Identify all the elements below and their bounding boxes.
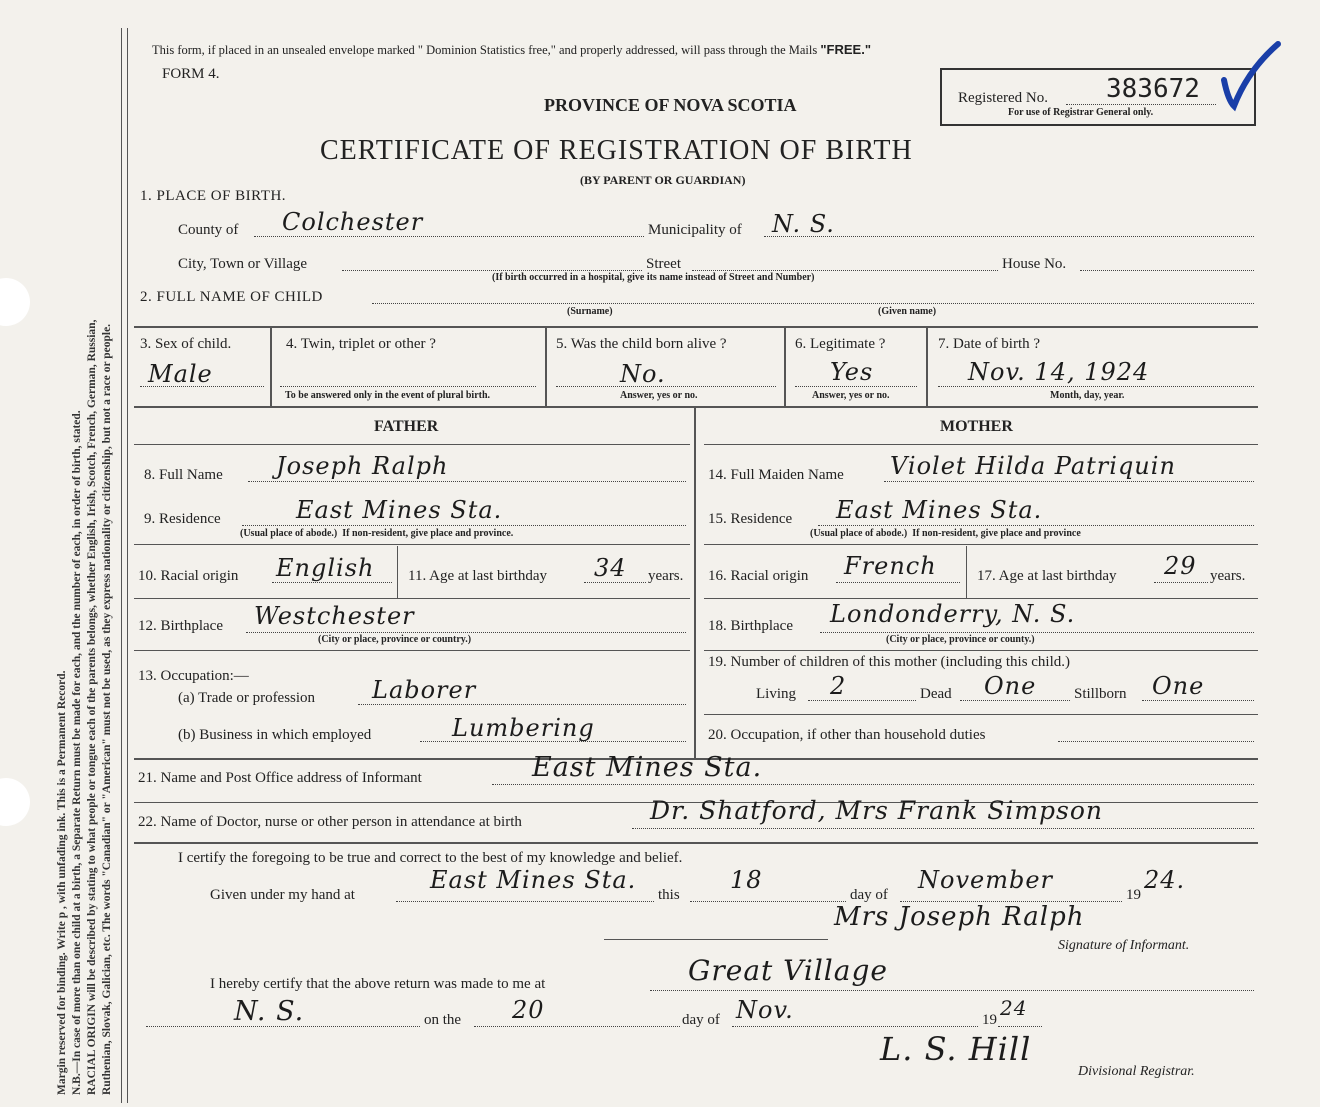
registered-label: Registered No. [958, 90, 1048, 106]
center-divider [694, 408, 696, 758]
legitimate-value: Yes [830, 358, 874, 386]
given-name-note: (Given name) [878, 306, 937, 317]
father-race-label: 10. Racial origin [138, 568, 239, 584]
mother-age-value: 29 [1164, 552, 1197, 580]
given-place-line [396, 901, 654, 902]
registrar-signature: L. S. Hill [880, 1030, 1032, 1068]
father-birthplace-note: (City or place, province or country.) [318, 634, 472, 645]
registrar-year-line [998, 1026, 1042, 1027]
father-age-value: 34 [594, 554, 627, 582]
legitimate-label: 6. Legitimate ? [795, 336, 886, 352]
rule [704, 714, 1258, 715]
dead-line [960, 700, 1070, 701]
day-of-label: day of [850, 887, 888, 903]
mother-residence-label: 15. Residence [708, 511, 793, 527]
on-the-label: on the [424, 1012, 462, 1028]
registrar-day-line [474, 1026, 680, 1027]
father-name-label: 8. Full Name [144, 467, 223, 483]
margin-notes [55, 35, 145, 1095]
father-birthplace-label: 12. Birthplace [138, 618, 223, 634]
registered-number: 383672 [1106, 74, 1200, 104]
mother-residence-line [818, 525, 1254, 526]
dob-note: Month, day, year. [1050, 390, 1125, 401]
registrar-place-value: Great Village [688, 954, 888, 987]
mother-occupation-label: 20. Occupation, if other than household duties [708, 727, 986, 743]
certify-statement: I certify the foregoing to be true and correct to the best of my knowledge and belief. [178, 850, 683, 866]
rule [134, 650, 690, 651]
binding-hole-top [0, 278, 30, 326]
city-line [342, 270, 642, 271]
county-value: Colchester [282, 208, 424, 236]
registrar-month-value: Nov. [736, 996, 794, 1024]
registrar-signature-label: Divisional Registrar. [1078, 1064, 1195, 1079]
mother-age-line [1154, 582, 1208, 583]
father-name-line [248, 481, 686, 482]
rule [704, 544, 1258, 545]
registrar-province-value: N. S. [234, 996, 305, 1027]
hospital-note: (If birth occurred in a hospital, give its name instead of Street and Number) [492, 272, 815, 283]
living-value: 2 [830, 672, 847, 700]
informant-signature-label: Signature of Informant. [1058, 938, 1190, 953]
street-line [692, 270, 998, 271]
registrar-day-value: 20 [512, 996, 545, 1024]
dead-value: One [984, 672, 1037, 700]
living-label: Living [756, 686, 796, 702]
province-title: PROVINCE OF NOVA SCOTIA [544, 95, 797, 115]
father-age-label: 11. Age at last birthday [408, 568, 547, 584]
mother-children-label: 19. Number of children of this mother (including this child.) [708, 654, 1071, 670]
municipality-line [764, 236, 1254, 237]
registrar-use-note: For use of Registrar General only. [1008, 107, 1154, 118]
rule [704, 598, 1258, 599]
mother-race-line [836, 582, 960, 583]
informant-value: East Mines Sta. [532, 752, 763, 783]
rule [134, 406, 1258, 408]
trade-value: Laborer [372, 676, 477, 704]
margin-note-line: Margin reserved for binding. Write p , with unfading ink. This is a Permanent Record. [56, 670, 68, 1095]
stillborn-value: One [1152, 672, 1205, 700]
informant-label: 21. Name and Post Office address of Informant [138, 770, 422, 786]
this-label: this [658, 887, 680, 903]
father-birthplace-value: Westchester [254, 602, 415, 630]
mother-birthplace-line [820, 632, 1254, 633]
mother-name-line [884, 481, 1254, 482]
divider [966, 546, 967, 598]
certify-year-value: 24. [1144, 866, 1186, 894]
legitimate-line [795, 386, 917, 387]
mother-race-label: 16. Racial origin [708, 568, 809, 584]
twin-note: To be answered only in the event of plural birth. [285, 390, 491, 401]
father-age-line [584, 582, 646, 583]
binding-hole-bottom [0, 778, 30, 826]
margin-note-line: N.B.—In case of more than one child at a birth, a Separate Return must be made for each, and the number of each, in order of birth, stated. [71, 410, 83, 1095]
sex-label: 3. Sex of child. [140, 336, 232, 352]
rule [134, 598, 690, 599]
county-line [254, 236, 644, 237]
mother-residence-note: (Usual place of abode.) If non-resident, give place and province [810, 528, 1081, 539]
page-subtitle: (BY PARENT OR GUARDIAN) [580, 173, 746, 187]
city-label: City, Town or Village [178, 256, 308, 272]
page-title: CERTIFICATE OF REGISTRATION OF BIRTH [320, 135, 913, 166]
father-birthplace-line [246, 632, 686, 633]
divider [397, 546, 398, 598]
alive-value: No. [620, 360, 666, 388]
father-years-label: years. [648, 568, 684, 584]
rule [704, 650, 1258, 651]
informant-line [492, 784, 1254, 785]
dob-line [938, 386, 1254, 387]
father-name-value: Joseph Ralph [276, 452, 449, 480]
stillborn-line [1142, 700, 1254, 701]
doctor-value: Dr. Shatford, Mrs Frank Simpson [650, 796, 1104, 825]
year-prefix: 19 [1126, 887, 1141, 903]
trade-label: (a) Trade or profession [178, 690, 316, 706]
rule [134, 842, 1258, 844]
registrar-day-of-label: day of [682, 1012, 720, 1028]
father-occupation-label: 13. Occupation:— [138, 668, 249, 684]
legitimate-note: Answer, yes or no. [812, 390, 890, 401]
father-race-line [272, 582, 392, 583]
mother-name-value: Violet Hilda Patriquin [890, 452, 1176, 480]
given-place-value: East Mines Sta. [430, 866, 637, 894]
trade-line [358, 704, 686, 705]
municipality-value: N. S. [772, 210, 835, 238]
father-race-value: English [276, 554, 375, 582]
father-heading: FATHER [374, 418, 439, 435]
registrar-year-value: 24 [1000, 996, 1028, 1020]
alive-line [556, 386, 776, 387]
municipality-label: Municipality of [648, 222, 742, 238]
alive-label: 5. Was the child born alive ? [556, 336, 727, 352]
mother-birthplace-label: 18. Birthplace [708, 618, 793, 634]
registered-line [1066, 104, 1216, 105]
house-label: House No. [1002, 256, 1067, 272]
rule [134, 544, 690, 545]
father-residence-label: 9. Residence [144, 511, 221, 527]
surname-note: (Surname) [567, 306, 613, 317]
divider [545, 328, 547, 406]
twin-label: 4. Twin, triplet or other ? [286, 336, 436, 352]
mail-notice: This form, if placed in an unsealed envelope marked " Dominion Statistics free," and properly addressed, will pass through the Mails "FREE." [152, 42, 871, 57]
certify-month-value: November [918, 866, 1054, 894]
mother-age-label: 17. Age at last birthday [977, 568, 1117, 584]
mother-heading: MOTHER [940, 418, 1013, 435]
mother-birthplace-note: (City or place, province or county.) [886, 634, 1035, 645]
mother-birthplace-value: Londonderry, N. S. [830, 600, 1076, 628]
business-label: (b) Business in which employed [178, 727, 372, 743]
divider [270, 328, 272, 406]
father-residence-line [242, 525, 686, 526]
stillborn-label: Stillborn [1074, 686, 1127, 702]
form-number: FORM 4. [162, 66, 220, 82]
mother-years-label: years. [1210, 568, 1246, 584]
dob-label: 7. Date of birth ? [938, 336, 1041, 352]
mother-occupation-line [1058, 741, 1254, 742]
divider [784, 328, 786, 406]
living-line [808, 700, 916, 701]
checkmark-icon [1218, 40, 1282, 117]
doctor-label: 22. Name of Doctor, nurse or other person in attendance at birth [138, 814, 522, 830]
left-border-inner [127, 28, 128, 1103]
place-heading: 1. PLACE OF BIRTH. [140, 188, 287, 204]
sex-value: Male [148, 360, 213, 388]
dob-value: Nov. 14, 1924 [968, 358, 1150, 386]
registrar-year-prefix: 19 [982, 1012, 997, 1028]
day-line [690, 901, 846, 902]
child-name-label: 2. FULL NAME OF CHILD [140, 289, 323, 305]
house-line [1080, 270, 1254, 271]
county-label: County of [178, 222, 239, 238]
doctor-line [632, 828, 1254, 829]
rule [134, 326, 1258, 328]
business-value: Lumbering [452, 714, 595, 742]
registrar-statement: I hereby certify that the above return was made to me at [210, 976, 546, 992]
registrar-place-line [650, 990, 1254, 991]
rule [134, 444, 690, 445]
margin-note-line: Ruthenian, Slovak, Galician, etc. The words "Canadian" or "American" must not be used, as they express nationality or citizenship, but not a race or people. [101, 323, 113, 1095]
given-under-label: Given under my hand at [210, 887, 355, 903]
twin-line [280, 386, 536, 387]
rule [704, 444, 1258, 445]
informant-signature: Mrs Joseph Ralph [834, 902, 1085, 932]
mother-name-label: 14. Full Maiden Name [708, 467, 844, 483]
alive-note: Answer, yes or no. [620, 390, 698, 401]
father-residence-note: (Usual place of abode.) If non-resident, give place and province. [240, 528, 514, 539]
certify-day-value: 18 [730, 866, 763, 894]
child-name-line [372, 303, 1254, 304]
informant-signature-line [604, 939, 828, 940]
mother-residence-value: East Mines Sta. [836, 496, 1043, 524]
mother-race-value: French [844, 552, 937, 580]
left-border [121, 28, 122, 1103]
dead-label: Dead [920, 686, 952, 702]
divider [926, 328, 928, 406]
registrar-month-line [732, 1026, 978, 1027]
margin-note-line: RACIAL ORIGIN will be described by stating to what people or tongue each of the parents belongs, whether English, Irish, Scotch, French, German, Russian, [86, 319, 98, 1095]
street-label: Street [646, 256, 681, 272]
father-residence-value: East Mines Sta. [296, 496, 503, 524]
